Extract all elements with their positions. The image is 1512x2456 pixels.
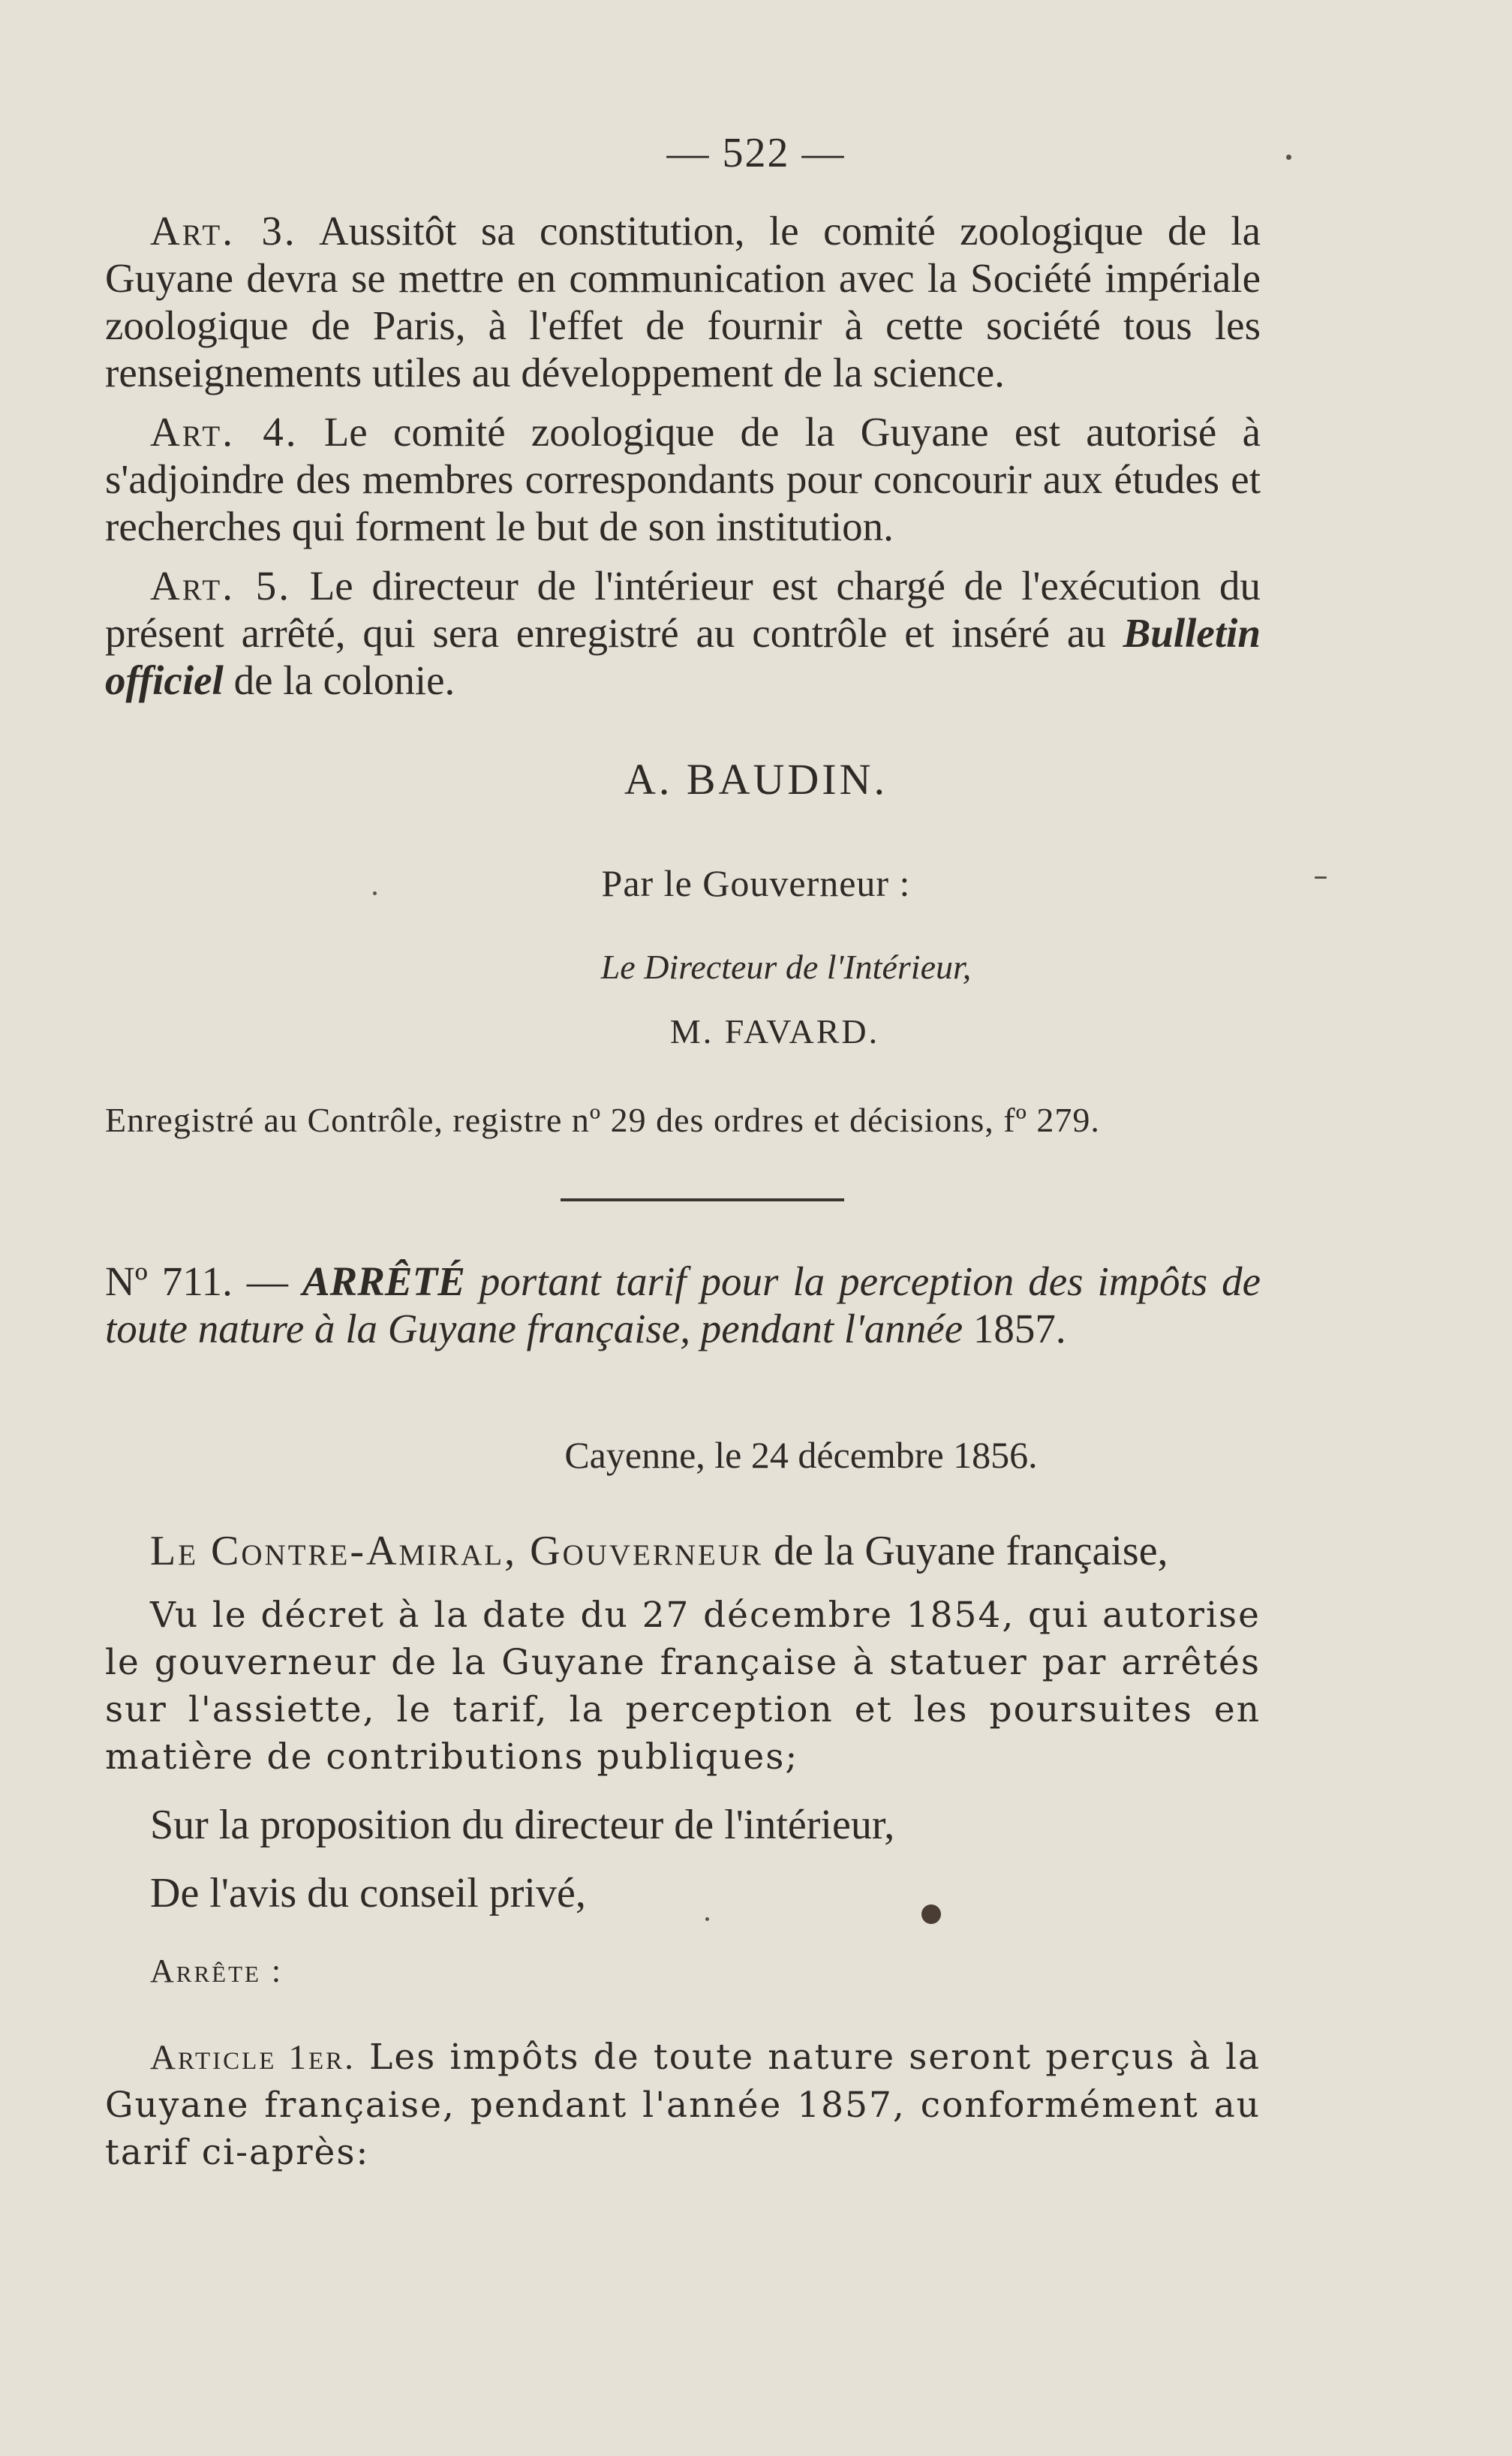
arrete-title-bold: ARRÊTÉ bbox=[302, 1258, 465, 1304]
preamble-head-rest: de la Guyane française, bbox=[763, 1528, 1168, 1574]
registration-note: Enregistré au Contrôle, registre nº 29 des ordres et décisions, fº 279. bbox=[105, 1101, 1100, 1139]
article-1 bbox=[105, 2034, 1261, 2176]
article-4-text: Le comité zoologique de la Guyane est autorisé à s'adjoindre des membres correspondants pour concourir aux études et recherches qui forment le but de son institution. bbox=[105, 409, 1261, 549]
article-4 bbox=[105, 408, 1261, 550]
article-3-text: Aussitôt sa constitution, le comité zoologique de la Guyane devra se mettre en communication avec la Société impériale zoologique de Paris, à l'effet de fournir à cette société tous les renseignements utiles au développement de la science. bbox=[105, 208, 1261, 395]
arrete-heading bbox=[105, 1258, 1261, 1352]
article-4-label: Art. 4. bbox=[150, 409, 299, 455]
preamble bbox=[105, 1528, 1261, 2176]
article-5 bbox=[105, 562, 1261, 704]
article-1-text: Les impôts de toute nature seront perçus à la Guyane française, pendant l'année 1857, conformément au tarif ci-après: bbox=[105, 2037, 1261, 2173]
article-5-text-after: de la colonie. bbox=[223, 657, 455, 703]
arrete-label: Arrête : bbox=[150, 1952, 284, 1989]
signature-baudin: A. BAUDIN. bbox=[624, 755, 888, 804]
vu-clause: Vu le décret à la date du 27 décembre 1854, qui autorise le gouverneur de la Guyane française à statuer par arrêtés sur l'assiette, le tarif, la perception et les poursuites en matière de contributions publiques; bbox=[105, 1595, 1261, 1778]
article-1-label: Article 1er. bbox=[150, 2038, 356, 2077]
paper-speck bbox=[705, 1917, 709, 1921]
contre-amiral-gouverneur: Le Contre-Amiral, Gouverneur bbox=[150, 1528, 764, 1574]
article-3-label: Art. 3. bbox=[150, 208, 297, 254]
directeur-name: M. FAVARD. bbox=[669, 1012, 880, 1051]
paper-speck bbox=[373, 891, 377, 895]
paper-speck bbox=[1286, 155, 1291, 160]
par-le-gouverneur: Par le Gouverneur : bbox=[601, 862, 911, 904]
arrete-year: 1857. bbox=[963, 1306, 1066, 1351]
article-5-label: Art. 5. bbox=[150, 563, 291, 609]
article-3 bbox=[105, 207, 1261, 396]
arrete-title: portant tarif pour la perception des impôts de toute nature à la Guyane française, pendant l'année bbox=[105, 1258, 1261, 1351]
arrete-number: Nº 711. — bbox=[105, 1258, 288, 1304]
articles-top bbox=[105, 207, 1261, 716]
section-divider bbox=[561, 1198, 844, 1201]
avis-clause: De l'avis du conseil privé, bbox=[150, 1870, 586, 1916]
dateline: Cayenne, le 24 décembre 1856. bbox=[564, 1434, 1038, 1476]
article-5-text-before: Le directeur de l'intérieur est chargé de l'exécution du présent arrêté, qui sera enregistré au contrôle et inséré au bbox=[105, 563, 1261, 656]
directeur-title: Le Directeur de l'Intérieur, bbox=[600, 948, 972, 986]
page-number: — 522 — bbox=[666, 130, 846, 176]
sur-clause: Sur la proposition du directeur de l'intérieur, bbox=[150, 1802, 895, 1848]
preamble-head bbox=[105, 1528, 1261, 1575]
bulletin-officiel: Bulletin officiel bbox=[105, 610, 1261, 703]
paper-speck bbox=[1315, 876, 1327, 879]
ink-spot bbox=[921, 1904, 941, 1924]
